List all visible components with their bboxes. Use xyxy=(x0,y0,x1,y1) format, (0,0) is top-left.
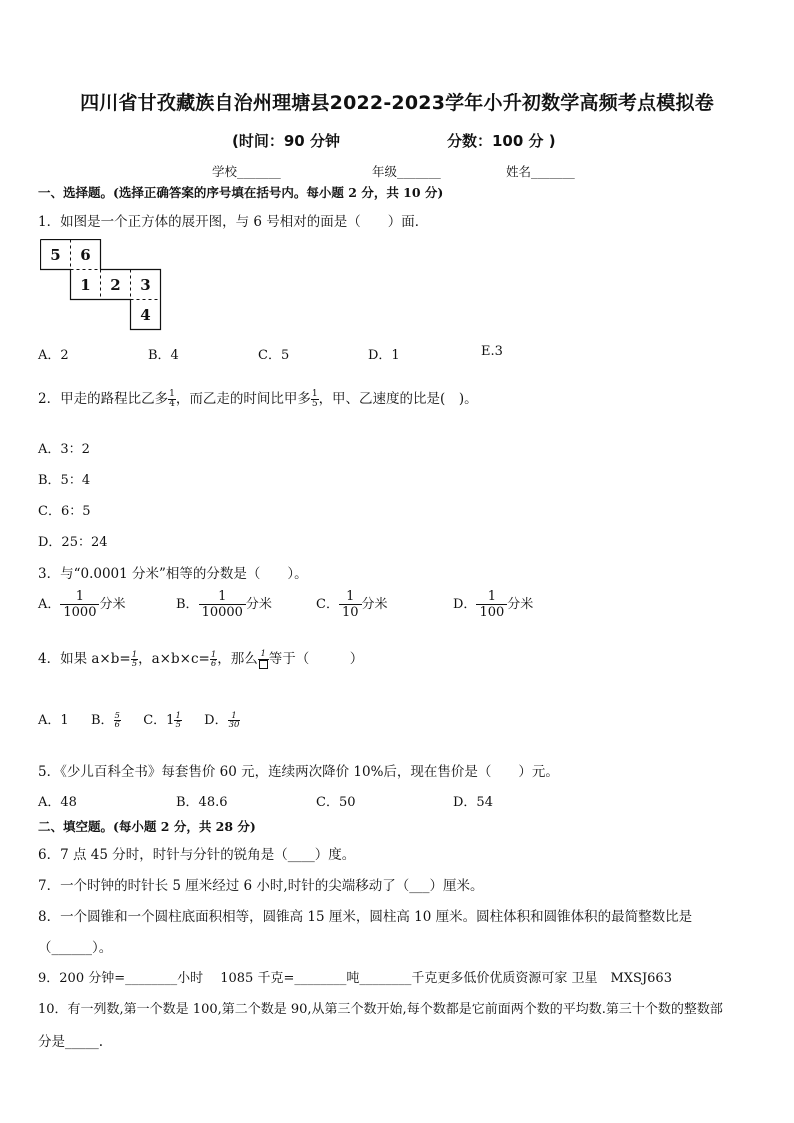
q3-option-a-fraction: $\frac{1}{1000}$ xyxy=(60,589,99,620)
q4-fraction-ab: $\frac{1}{5}$ xyxy=(131,649,138,669)
blank-box-icon xyxy=(259,660,268,669)
q4-option-a: A．1 xyxy=(38,713,69,728)
q2-fraction-1: $\frac{1}{4}$ xyxy=(169,389,175,409)
q2-option-d: D．25：24 xyxy=(38,535,108,550)
q3-option-c-fraction: $\frac{1}{10}$ xyxy=(339,589,362,620)
q1-option-c: C．5 xyxy=(258,348,290,363)
q4-option-b: B． $\frac{5}{6}$ xyxy=(90,710,120,730)
q3-option-c: C． $\frac{1}{10}$ 分米 xyxy=(316,589,388,620)
question-8: 8．一个圆锥和一个圆柱底面积相等，圆锥高 15 厘米，圆柱高 10 厘米。圆柱体积和圆锥体积的最简整数比是 xyxy=(38,909,693,925)
grade-field: 年级_______ xyxy=(372,164,441,179)
q2-option-c: C．6：5 xyxy=(38,504,91,519)
question-4: 4．如果 a×b= $\frac{1}{5}$ ，a×b×c= $\frac{1}{6}$ ，那么 1 等于（ ） xyxy=(38,649,364,669)
question-3: 3．与“0.0001 分米”相等的分数是（ ）。 xyxy=(38,566,308,582)
q1-option-e: E.3 xyxy=(481,344,503,359)
school-field: 学校_______ xyxy=(212,164,281,179)
net-face-6: 6 xyxy=(80,245,91,264)
q3-option-b: B． $\frac{1}{10000}$ 分米 xyxy=(176,589,272,620)
question-7: 7．一个时钟的时针长 5 厘米经过 6 小时,时针的尖端移动了（___）厘米。 xyxy=(38,878,484,894)
net-face-4: 4 xyxy=(140,305,151,324)
q2-option-a: A．3：2 xyxy=(38,442,90,457)
net-face-2: 2 xyxy=(110,275,121,294)
question-8-blank: （______）。 xyxy=(38,940,113,956)
section-1-heading: 一、选择题。(选择正确答案的序号填在括号内。每小题 2 分，共 10 分) xyxy=(38,185,444,200)
exam-time: (时间：90 分钟 xyxy=(232,132,340,150)
net-face-3: 3 xyxy=(140,275,151,294)
q2-text-3: ，甲、乙速度的比是( )。 xyxy=(318,391,478,407)
exam-score: 分数：100 分 ) xyxy=(447,132,556,150)
q3-option-a: A． $\frac{1}{1000}$ 分米 xyxy=(38,589,126,620)
q4-option-d: D． $\frac{1}{30}$ xyxy=(204,710,240,730)
net-face-1: 1 xyxy=(80,275,91,294)
q5-option-a: A．48 xyxy=(38,795,77,810)
q1-option-b: B．4 xyxy=(148,348,179,363)
q5-option-d: D．54 xyxy=(453,795,493,810)
q3-option-d: D． $\frac{1}{100}$ 分米 xyxy=(453,589,534,620)
q4-fraction-abc: $\frac{1}{6}$ xyxy=(210,649,217,669)
cube-net-figure xyxy=(40,239,162,331)
q3-option-b-fraction: $\frac{1}{10000}$ xyxy=(199,589,246,620)
q4-option-c: C．1 $\frac{1}{5}$ xyxy=(143,710,181,730)
page-title: 四川省甘孜藏族自治州理塘县2022-2023学年小升初数学高频考点模拟卷 xyxy=(80,92,714,114)
q5-option-c: C．50 xyxy=(316,795,356,810)
question-10: 10．有一列数,第一个数是 100,第二个数是 90,从第三个数开始,每个数都是它前面两个数的平均数.第三十个数的整数部 xyxy=(38,1002,723,1017)
question-2 xyxy=(38,386,478,412)
question-10-blank: 分是_____. xyxy=(38,1034,104,1050)
q2-fraction-2: $\frac{1}{5}$ xyxy=(311,389,318,409)
q2-option-b: B．5：4 xyxy=(38,473,91,488)
q2-text-1: 2．甲走的路程比乙多 xyxy=(38,391,169,407)
q5-option-b: B．48.6 xyxy=(176,795,228,810)
q1-option-a: A．2 xyxy=(38,348,69,363)
q2-text-2: ，而乙走的时间比甲多 xyxy=(175,391,311,407)
section-2-heading: 二、填空题。(每小题 2 分，共 28 分) xyxy=(38,819,256,834)
question-1: 1．如图是一个正方体的展开图，与 6 号相对的面是（ ）面． xyxy=(38,214,429,230)
net-face-5: 5 xyxy=(50,245,61,264)
q1-option-d: D．1 xyxy=(368,348,400,363)
q3-option-d-fraction: $\frac{1}{100}$ xyxy=(476,589,507,620)
q4-fraction-c: 1 xyxy=(258,650,269,669)
q4-options xyxy=(38,706,240,736)
question-5: 5．《少儿百科全书》每套售价 60 元，连续两次降价 10%后，现在售价是（ ）元。 xyxy=(38,764,559,780)
question-9: 9．200 分钟=________小时 1085 千克=________吨________千克更多低价优质资源可家 卫星 MXSJ663 xyxy=(38,971,672,986)
question-6: 6．7 点 45 分时，时针与分针的锐角是（____）度。 xyxy=(38,847,356,863)
name-field: 姓名_______ xyxy=(506,164,575,179)
